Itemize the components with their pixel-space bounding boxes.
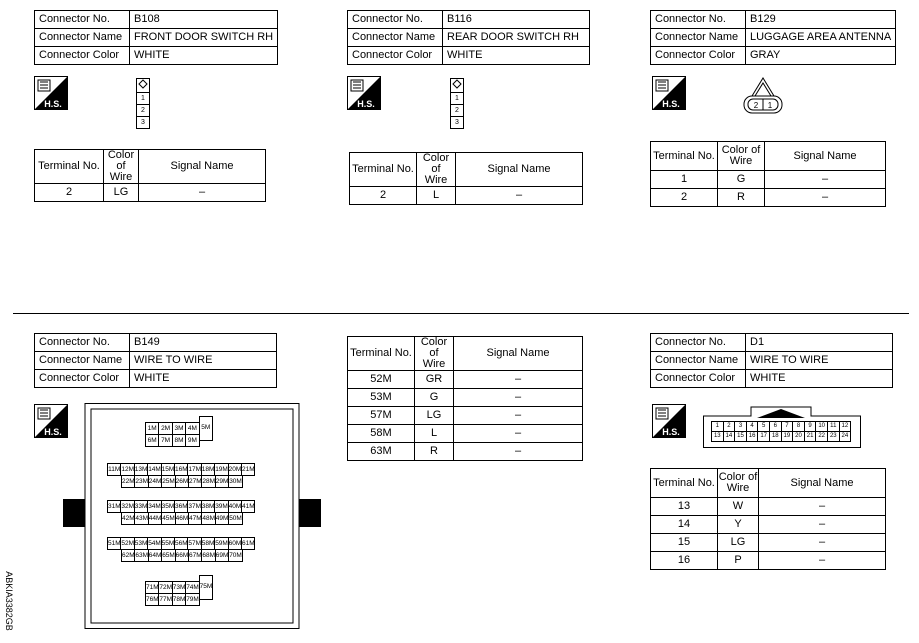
connector-info-b108 bbox=[34, 10, 278, 65]
label-connector-no: Connector No. bbox=[651, 334, 746, 352]
hs-label: H.S. bbox=[44, 99, 62, 109]
table-row bbox=[651, 171, 886, 189]
wire-color-cell: G bbox=[718, 171, 765, 189]
connector-pin: 13M bbox=[134, 463, 148, 476]
connector-pin: 8M bbox=[172, 434, 186, 447]
connector-pin: 6M bbox=[145, 434, 159, 447]
connector-no-value: B108 bbox=[130, 11, 278, 29]
table-row bbox=[348, 443, 583, 461]
label-connector-name: Connector Name bbox=[35, 29, 130, 47]
wire-color-cell: W bbox=[718, 498, 759, 516]
connector-no-value: B149 bbox=[130, 334, 277, 352]
pin-1: 1 bbox=[451, 93, 463, 105]
connector-pin: 27M bbox=[188, 475, 202, 488]
connector-pin: 43M bbox=[134, 512, 148, 525]
header-terminal-no: Terminal No. bbox=[348, 337, 415, 371]
signal-cell: – bbox=[454, 407, 583, 425]
connector-pin: 52M bbox=[120, 537, 134, 550]
connector-pin: 50M bbox=[228, 512, 242, 525]
terminal-cell: 14 bbox=[651, 516, 718, 534]
signal-cell: – bbox=[759, 498, 886, 516]
hs-label: H.S. bbox=[662, 427, 680, 437]
connector-info-d1 bbox=[650, 333, 893, 388]
connector-pin: 26M bbox=[175, 475, 189, 488]
connector-pin: 76M bbox=[145, 593, 159, 606]
connector-pin: 19M bbox=[214, 463, 228, 476]
wire-color-cell: Y bbox=[718, 516, 759, 534]
connector-pin: 3 bbox=[734, 421, 747, 432]
connector-color-value: WHITE bbox=[443, 47, 590, 65]
wire-color-cell: G bbox=[415, 389, 454, 407]
connector-pin: 12M bbox=[120, 463, 134, 476]
header-signal-name: Signal Name bbox=[139, 150, 266, 184]
connector-pin: 68M bbox=[201, 549, 215, 562]
connector-info-b149 bbox=[34, 333, 277, 388]
pin-2: 2 bbox=[753, 101, 759, 110]
terminal-cell: 1 bbox=[651, 171, 718, 189]
connector-pin: 79M bbox=[185, 593, 199, 606]
header-terminal-no: Terminal No. bbox=[35, 150, 104, 184]
table-row bbox=[350, 187, 583, 205]
terminal-cell: 2 bbox=[35, 184, 104, 202]
connector-pin: 4M bbox=[185, 422, 199, 435]
wire-color-cell: R bbox=[415, 443, 454, 461]
figure-code: ABKIA3382GB bbox=[3, 571, 14, 631]
terminal-table-b129 bbox=[650, 141, 886, 207]
connector-color-value: WHITE bbox=[746, 370, 893, 388]
terminal-cell: 52M bbox=[348, 371, 415, 389]
connector-pin: 2M bbox=[158, 422, 172, 435]
pin-2: 2 bbox=[137, 105, 149, 117]
connector-pin: 33M bbox=[134, 500, 148, 513]
connector-pin: 65M bbox=[161, 549, 175, 562]
connector-pin: 6 bbox=[769, 421, 782, 432]
connector-pin: 18M bbox=[201, 463, 215, 476]
connector-pin: 73M bbox=[172, 581, 186, 594]
wire-color-cell: LG bbox=[718, 534, 759, 552]
signal-cell: – bbox=[765, 189, 886, 207]
connector-pin: 56M bbox=[174, 537, 188, 550]
connector-pin: 5M bbox=[199, 416, 213, 441]
signal-cell: – bbox=[759, 516, 886, 534]
terminal-cell: 16 bbox=[651, 552, 718, 570]
terminal-cell: 53M bbox=[348, 389, 415, 407]
connector-pin: 9M bbox=[185, 434, 199, 447]
connector-pin: 22 bbox=[815, 431, 828, 442]
connector-pin: 53M bbox=[134, 537, 148, 550]
connector-pin: 77M bbox=[158, 593, 172, 606]
label-connector-no: Connector No. bbox=[348, 11, 443, 29]
signal-cell: – bbox=[759, 552, 886, 570]
terminal-table-b149 bbox=[347, 336, 583, 461]
connector-pin: 75M bbox=[199, 575, 213, 600]
connector-pin: 39M bbox=[214, 500, 228, 513]
signal-cell: – bbox=[454, 443, 583, 461]
connector-pin: 66M bbox=[175, 549, 189, 562]
connector-pin: 7 bbox=[781, 421, 794, 432]
connector-pin: 58M bbox=[201, 537, 215, 550]
label-connector-color: Connector Color bbox=[35, 370, 130, 388]
wire-color-cell: L bbox=[415, 425, 454, 443]
connector-pin: 18 bbox=[769, 431, 782, 442]
connector-pin: 69M bbox=[215, 549, 229, 562]
wire-color-cell: R bbox=[718, 189, 765, 207]
connector-color-value: WHITE bbox=[130, 370, 277, 388]
header-signal-name: Signal Name bbox=[454, 337, 583, 371]
connector-pin: 14 bbox=[723, 431, 736, 442]
hs-label: H.S. bbox=[662, 99, 680, 109]
table-row bbox=[348, 407, 583, 425]
connector-name-value: WIRE TO WIRE bbox=[746, 352, 893, 370]
connector-pin: 61M bbox=[241, 537, 255, 550]
table-row bbox=[651, 552, 886, 570]
connector-pin: 21M bbox=[241, 463, 255, 476]
connector-pin: 29M bbox=[215, 475, 229, 488]
connector-pin: 74M bbox=[185, 581, 199, 594]
connector-pin: 47M bbox=[188, 512, 202, 525]
signal-cell: – bbox=[454, 371, 583, 389]
pin-1: 1 bbox=[137, 93, 149, 105]
connector-info-b116 bbox=[347, 10, 590, 65]
connector-pin: 9 bbox=[804, 421, 817, 432]
connector-pin: 59M bbox=[214, 537, 228, 550]
signal-cell: – bbox=[454, 425, 583, 443]
connector-pin: 21 bbox=[804, 431, 817, 442]
connector-pin: 55M bbox=[161, 537, 175, 550]
table-row bbox=[348, 389, 583, 407]
connector-pin: 49M bbox=[215, 512, 229, 525]
latch-icon bbox=[451, 79, 463, 93]
header-color-of-wire: Color of Wire bbox=[415, 337, 454, 371]
terminal-cell: 2 bbox=[651, 189, 718, 207]
header-color-of-wire: Color of Wire bbox=[718, 142, 765, 171]
label-connector-name: Connector Name bbox=[348, 29, 443, 47]
header-signal-name: Signal Name bbox=[759, 469, 886, 498]
signal-cell: – bbox=[139, 184, 266, 202]
connector-pin: 32M bbox=[120, 500, 134, 513]
terminal-table-b108 bbox=[34, 149, 266, 202]
connector-pin: 42M bbox=[121, 512, 135, 525]
header-signal-name: Signal Name bbox=[765, 142, 886, 171]
signal-cell: – bbox=[456, 187, 583, 205]
hs-icon bbox=[34, 76, 68, 110]
connector-pin: 28M bbox=[201, 475, 215, 488]
header-color-of-wire: Color of Wire bbox=[104, 150, 139, 184]
connector-pin: 64M bbox=[148, 549, 162, 562]
connector-pin: 12 bbox=[839, 421, 852, 432]
hs-icon bbox=[652, 404, 686, 438]
connector-pin: 70M bbox=[228, 549, 242, 562]
connector-pin: 24M bbox=[148, 475, 162, 488]
wire-color-cell: LG bbox=[104, 184, 139, 202]
connector-pin: 20 bbox=[792, 431, 805, 442]
connector-pin: 31M bbox=[107, 500, 121, 513]
connector-pin: 24 bbox=[839, 431, 852, 442]
connector-pin: 4 bbox=[746, 421, 759, 432]
table-row bbox=[35, 184, 266, 202]
wire-color-cell: LG bbox=[415, 407, 454, 425]
connector-pin: 16M bbox=[174, 463, 188, 476]
connector-pin: 46M bbox=[175, 512, 189, 525]
connector-name-value: REAR DOOR SWITCH RH bbox=[443, 29, 590, 47]
connector-pin: 2 bbox=[723, 421, 736, 432]
connector-no-value: D1 bbox=[746, 334, 893, 352]
wire-color-cell: L bbox=[417, 187, 456, 205]
connector-pin: 48M bbox=[201, 512, 215, 525]
connector-pin: 15 bbox=[734, 431, 747, 442]
connector-face-b129 bbox=[740, 74, 786, 116]
connector-pin: 72M bbox=[158, 581, 172, 594]
signal-cell: – bbox=[759, 534, 886, 552]
terminal-cell: 57M bbox=[348, 407, 415, 425]
connector-pin: 11M bbox=[107, 463, 121, 476]
wire-color-cell: P bbox=[718, 552, 759, 570]
connector-pin: 34M bbox=[147, 500, 161, 513]
label-connector-name: Connector Name bbox=[35, 352, 130, 370]
header-color-of-wire: Color of Wire bbox=[417, 153, 456, 187]
label-connector-name: Connector Name bbox=[651, 29, 746, 47]
connector-pin: 23M bbox=[134, 475, 148, 488]
signal-cell: – bbox=[454, 389, 583, 407]
terminal-cell: 15 bbox=[651, 534, 718, 552]
section-divider bbox=[13, 313, 909, 314]
connector-pin: 62M bbox=[121, 549, 135, 562]
connector-pin: 23 bbox=[827, 431, 840, 442]
connector-pin: 44M bbox=[148, 512, 162, 525]
header-signal-name: Signal Name bbox=[456, 153, 583, 187]
connector-pin: 67M bbox=[188, 549, 202, 562]
connector-pin: 36M bbox=[174, 500, 188, 513]
connector-pin: 63M bbox=[134, 549, 148, 562]
header-terminal-no: Terminal No. bbox=[651, 142, 718, 171]
label-connector-no: Connector No. bbox=[35, 334, 130, 352]
connector-color-value: GRAY bbox=[746, 47, 896, 65]
connector-pin: 19 bbox=[781, 431, 794, 442]
connector-pin: 15M bbox=[161, 463, 175, 476]
table-row bbox=[348, 425, 583, 443]
pin-1: 1 bbox=[767, 101, 773, 110]
table-row bbox=[348, 371, 583, 389]
connector-no-value: B116 bbox=[443, 11, 590, 29]
connector-pin: 13 bbox=[711, 431, 724, 442]
label-connector-color: Connector Color bbox=[651, 47, 746, 65]
connector-pin: 35M bbox=[161, 500, 175, 513]
hs-icon bbox=[652, 76, 686, 110]
connector-pin: 51M bbox=[107, 537, 121, 550]
connector-pin: 57M bbox=[187, 537, 201, 550]
connector-pin: 1 bbox=[711, 421, 724, 432]
connector-pin: 78M bbox=[172, 593, 186, 606]
connector-pin: 14M bbox=[147, 463, 161, 476]
label-connector-no: Connector No. bbox=[651, 11, 746, 29]
signal-cell: – bbox=[765, 171, 886, 189]
wire-color-cell: GR bbox=[415, 371, 454, 389]
connector-name-value: LUGGAGE AREA ANTENNA bbox=[746, 29, 896, 47]
connector-pin: 54M bbox=[147, 537, 161, 550]
terminal-cell: 58M bbox=[348, 425, 415, 443]
label-connector-color: Connector Color bbox=[651, 370, 746, 388]
connector-pin: 16 bbox=[746, 431, 759, 442]
connector-pin: 3M bbox=[172, 422, 186, 435]
pin-2: 2 bbox=[451, 105, 463, 117]
connector-color-value: WHITE bbox=[130, 47, 278, 65]
connector-pin: 17 bbox=[757, 431, 770, 442]
table-row bbox=[651, 534, 886, 552]
connector-face-b116 bbox=[450, 78, 464, 129]
connector-pin: 1M bbox=[145, 422, 159, 435]
connector-pin: 40M bbox=[228, 500, 242, 513]
connector-pin: 17M bbox=[187, 463, 201, 476]
connector-name-value: FRONT DOOR SWITCH RH bbox=[130, 29, 278, 47]
table-row bbox=[651, 516, 886, 534]
table-row bbox=[651, 189, 886, 207]
connector-pin: 22M bbox=[121, 475, 135, 488]
connector-pin: 71M bbox=[145, 581, 159, 594]
table-row bbox=[651, 498, 886, 516]
header-terminal-no: Terminal No. bbox=[350, 153, 417, 187]
connector-pin: 10 bbox=[815, 421, 828, 432]
connector-pin: 5 bbox=[757, 421, 770, 432]
label-connector-no: Connector No. bbox=[35, 11, 130, 29]
connector-pin: 11 bbox=[827, 421, 840, 432]
header-color-of-wire: Color of Wire bbox=[718, 469, 759, 498]
connector-pin: 38M bbox=[201, 500, 215, 513]
connector-face-b108 bbox=[136, 78, 150, 129]
connector-pin: 25M bbox=[161, 475, 175, 488]
connector-no-value: B129 bbox=[746, 11, 896, 29]
connector-pin: 7M bbox=[158, 434, 172, 447]
connector-face-b149 bbox=[63, 403, 329, 629]
label-connector-name: Connector Name bbox=[651, 352, 746, 370]
pin-3: 3 bbox=[455, 119, 459, 126]
connector-name-value: WIRE TO WIRE bbox=[130, 352, 277, 370]
terminal-cell: 13 bbox=[651, 498, 718, 516]
terminal-cell: 2 bbox=[350, 187, 417, 205]
hs-icon bbox=[347, 76, 381, 110]
connector-pin: 30M bbox=[228, 475, 242, 488]
connector-pin: 37M bbox=[187, 500, 201, 513]
header-terminal-no: Terminal No. bbox=[651, 469, 718, 498]
terminal-table-b116 bbox=[349, 152, 583, 205]
connector-pin: 20M bbox=[228, 463, 242, 476]
hs-label: H.S. bbox=[44, 427, 62, 437]
terminal-cell: 63M bbox=[348, 443, 415, 461]
connector-info-b129 bbox=[650, 10, 896, 65]
hs-label: H.S. bbox=[357, 99, 375, 109]
terminal-table-d1 bbox=[650, 468, 886, 570]
label-connector-color: Connector Color bbox=[35, 47, 130, 65]
connector-pin: 8 bbox=[792, 421, 805, 432]
connector-pin: 60M bbox=[228, 537, 242, 550]
connector-pin: 41M bbox=[241, 500, 255, 513]
label-connector-color: Connector Color bbox=[348, 47, 443, 65]
connector-face-d1 bbox=[703, 404, 861, 448]
connector-pin: 45M bbox=[161, 512, 175, 525]
pin-3: 3 bbox=[141, 119, 145, 126]
latch-icon bbox=[137, 79, 149, 93]
